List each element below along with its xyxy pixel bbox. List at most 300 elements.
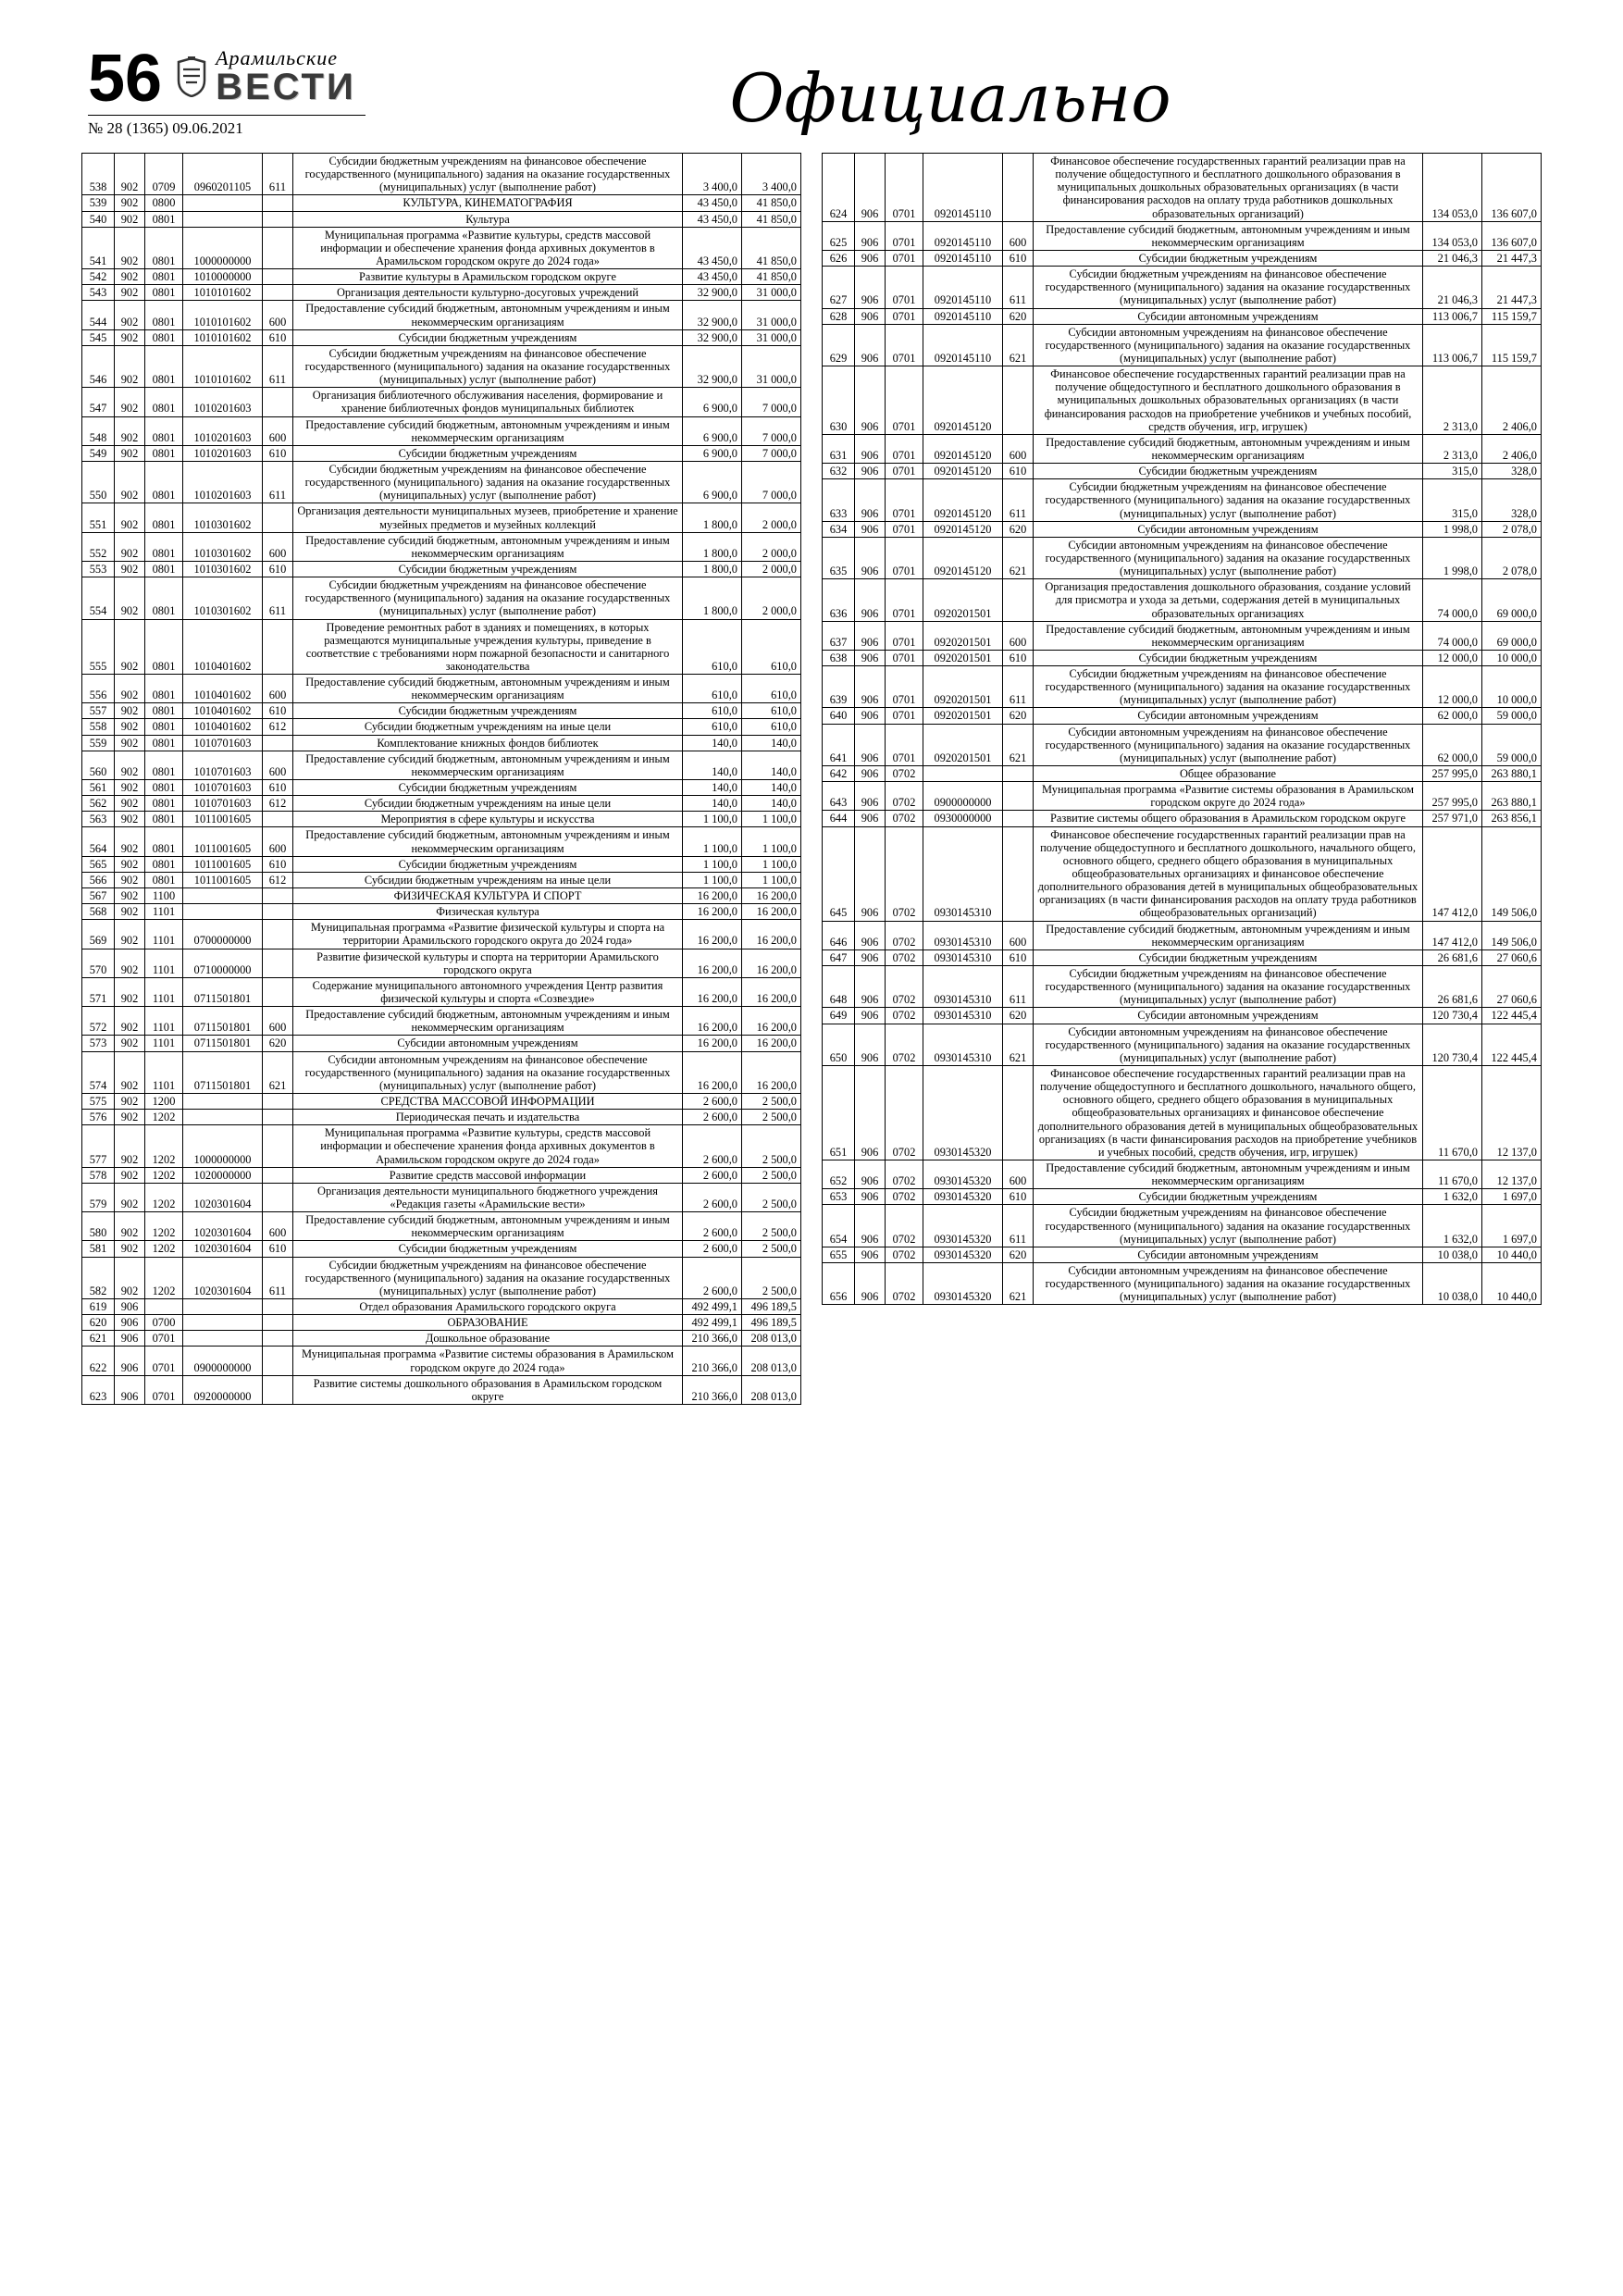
target-article-code: 1010101602	[183, 329, 263, 345]
amount-year1: 10 038,0	[1423, 1262, 1482, 1304]
expense-name: Периодическая печать и издательства	[293, 1110, 683, 1125]
row-number: 656	[823, 1262, 855, 1304]
section-title: Официально	[729, 59, 1171, 137]
budget-table-right-column	[822, 153, 1542, 1305]
table-row	[823, 366, 1542, 435]
row-number: 627	[823, 267, 855, 308]
section-code: 0702	[886, 1205, 923, 1247]
grbs-code: 902	[115, 1007, 145, 1036]
row-number: 571	[82, 977, 115, 1006]
expense-name: Финансовое обеспечение государственных гарантий реализации прав на получение общедоступного и бесплатного дошкольного образования в муниципальных дошкольных образовательных организациях (в части финансирования расходов на приобретение учебников и учебных пособий, средств обучения, игр, игрушек)	[1034, 366, 1423, 435]
expense-type-code	[263, 1167, 293, 1183]
target-article-code: 1010701603	[183, 735, 263, 751]
amount-year2: 2 500,0	[742, 1094, 801, 1110]
target-article-code: 1020301604	[183, 1257, 263, 1298]
amount-year1: 11 670,0	[1423, 1066, 1482, 1160]
table-row	[82, 445, 801, 461]
amount-year1: 6 900,0	[683, 388, 742, 416]
amount-year1: 62 000,0	[1423, 708, 1482, 724]
section-code: 1101	[145, 977, 183, 1006]
expense-name: Предоставление субсидий бюджетным, автономным учреждениям и иным некоммерческим организациям	[1034, 621, 1423, 650]
amount-year2: 263 880,1	[1482, 766, 1542, 782]
amount-year2: 10 000,0	[1482, 666, 1542, 708]
amount-year1: 257 995,0	[1423, 766, 1482, 782]
section-code: 1101	[145, 904, 183, 920]
amount-year2: 208 013,0	[742, 1331, 801, 1347]
row-number: 578	[82, 1167, 115, 1183]
amount-year2: 140,0	[742, 780, 801, 796]
row-number: 633	[823, 479, 855, 521]
amount-year1: 6 900,0	[683, 461, 742, 503]
grbs-code: 902	[115, 561, 145, 577]
table-row	[82, 1241, 801, 1257]
amount-year2: 31 000,0	[742, 285, 801, 301]
expense-type-code: 610	[263, 703, 293, 719]
grbs-code: 902	[115, 301, 145, 329]
section-code: 0801	[145, 719, 183, 735]
grbs-code: 902	[115, 211, 145, 227]
amount-year1: 1 800,0	[683, 577, 742, 619]
expense-type-code: 610	[1003, 250, 1034, 266]
table-row	[82, 888, 801, 904]
expense-type-code: 600	[263, 416, 293, 445]
grbs-code: 902	[115, 812, 145, 827]
row-number: 570	[82, 949, 115, 977]
amount-year2: 10 440,0	[1482, 1247, 1542, 1262]
table-row	[82, 1347, 801, 1375]
target-article-code: 0920201501	[923, 708, 1003, 724]
target-article-code: 0960201105	[183, 154, 263, 195]
section-code: 0701	[886, 621, 923, 650]
row-number: 648	[823, 966, 855, 1008]
amount-year2: 2 500,0	[742, 1183, 801, 1211]
amount-year1: 2 600,0	[683, 1167, 742, 1183]
row-number: 550	[82, 461, 115, 503]
target-article-code: 0920145110	[923, 308, 1003, 324]
section-code: 0801	[145, 735, 183, 751]
target-article-code: 0920145110	[923, 324, 1003, 366]
amount-year1: 1 998,0	[1423, 521, 1482, 537]
table-row	[82, 416, 801, 445]
grbs-code: 906	[855, 666, 886, 708]
expense-name: Субсидии автономным учреждениям	[1034, 1008, 1423, 1024]
amount-year1: 120 730,4	[1423, 1024, 1482, 1065]
target-article-code: 0711501801	[183, 977, 263, 1006]
target-article-code: 1010201603	[183, 388, 263, 416]
expense-type-code	[263, 503, 293, 532]
target-article-code: 1010000000	[183, 269, 263, 285]
amount-year1: 62 000,0	[1423, 724, 1482, 765]
section-code: 0701	[886, 708, 923, 724]
expense-name: Предоставление субсидий бюджетным, автономным учреждениям и иным некоммерческим организациям	[293, 1212, 683, 1241]
expense-type-code: 610	[1003, 650, 1034, 665]
row-number: 579	[82, 1183, 115, 1211]
expense-name: Предоставление субсидий бюджетным, автономным учреждениям и иным некоммерческим организациям	[293, 827, 683, 856]
amount-year1: 10 038,0	[1423, 1247, 1482, 1262]
table-row	[82, 735, 801, 751]
expense-name: Финансовое обеспечение государственных гарантий реализации прав на получение общедоступного и бесплатного дошкольного образования в муниципальных дошкольных образовательных организациях (в части финансирования расходов на оплату труда работников дошкольных образовательных организаций)	[1034, 154, 1423, 222]
table-row	[823, 621, 1542, 650]
table-row	[82, 796, 801, 812]
amount-year2: 149 506,0	[1482, 826, 1542, 921]
amount-year1: 120 730,4	[1423, 1008, 1482, 1024]
table-row	[82, 812, 801, 827]
amount-year1: 113 006,7	[1423, 324, 1482, 366]
amount-year2: 12 137,0	[1482, 1160, 1542, 1188]
section-code: 0702	[886, 1247, 923, 1262]
target-article-code: 1010401602	[183, 675, 263, 703]
amount-year2: 41 850,0	[742, 211, 801, 227]
expense-name: КУЛЬТУРА, КИНЕМАТОГРАФИЯ	[293, 195, 683, 211]
amount-year2: 16 200,0	[742, 977, 801, 1006]
grbs-code: 906	[855, 826, 886, 921]
table-row	[823, 724, 1542, 765]
row-number: 647	[823, 949, 855, 965]
grbs-code: 906	[855, 154, 886, 222]
section-code: 0801	[145, 796, 183, 812]
grbs-code: 906	[855, 949, 886, 965]
expense-name: Субсидии бюджетным учреждениям на финансовое обеспечение государственного (муниципального) задания на оказание государственных (муниципальных) услуг (выполнение работ)	[1034, 966, 1423, 1008]
expense-type-code	[1003, 766, 1034, 782]
expense-name: Субсидии бюджетным учреждениям	[293, 1241, 683, 1257]
expense-name: Субсидии автономным учреждениям на финансовое обеспечение государственного (муниципального) задания на оказание государственных (муниципальных) услуг (выполнение работ)	[1034, 1024, 1423, 1065]
expense-name: Субсидии бюджетным учреждениям	[1034, 250, 1423, 266]
expense-name: Предоставление субсидий бюджетным, автономным учреждениям и иным некоммерческим организациям	[293, 301, 683, 329]
section-code: 0701	[886, 221, 923, 250]
expense-name: Субсидии бюджетным учреждениям на финансовое обеспечение государственного (муниципального) задания на оказание государственных (муниципальных) услуг (выполнение работ)	[293, 154, 683, 195]
expense-type-code: 621	[263, 1051, 293, 1093]
masthead	[0, 0, 1623, 143]
amount-year1: 1 100,0	[683, 872, 742, 887]
table-row	[823, 782, 1542, 811]
expense-type-code: 611	[1003, 1205, 1034, 1247]
expense-name: Субсидии бюджетным учреждениям на финансовое обеспечение государственного (муниципального) задания на оказание государственных (муниципальных) услуг (выполнение работ)	[1034, 1205, 1423, 1247]
expense-name: Субсидии бюджетным учреждениям	[1034, 1189, 1423, 1205]
table-row	[823, 479, 1542, 521]
expense-type-code: 611	[1003, 666, 1034, 708]
target-article-code: 0920145110	[923, 154, 1003, 222]
target-article-code: 1011001605	[183, 872, 263, 887]
section-code: 0702	[886, 782, 923, 811]
amount-year1: 610,0	[683, 703, 742, 719]
target-article-code	[183, 888, 263, 904]
grbs-code: 902	[115, 719, 145, 735]
table-row	[82, 675, 801, 703]
grbs-code: 902	[115, 619, 145, 675]
amount-year2: 1 100,0	[742, 812, 801, 827]
section-code: 1202	[145, 1241, 183, 1257]
expense-name: Субсидии автономным учреждениям на финансовое обеспечение государственного (муниципального) задания на оказание государственных (муниципальных) услуг (выполнение работ)	[1034, 324, 1423, 366]
section-code: 0702	[886, 966, 923, 1008]
target-article-code	[183, 1331, 263, 1347]
expense-name: ОБРАЗОВАНИЕ	[293, 1315, 683, 1331]
target-article-code: 1020000000	[183, 1167, 263, 1183]
grbs-code: 906	[855, 1247, 886, 1262]
amount-year2: 31 000,0	[742, 345, 801, 387]
coat-of-arms-icon	[175, 56, 208, 97]
expense-name: Проведение ремонтных работ в зданиях и помещениях, в которых размещаются муниципальные учреждения культуры, приведение в соответствие с требованиями норм пожарной безопасности и санитарного законодательства	[293, 619, 683, 675]
amount-year2: 10 440,0	[1482, 1262, 1542, 1304]
table-row	[823, 1262, 1542, 1304]
target-article-code: 1010701603	[183, 796, 263, 812]
row-number: 553	[82, 561, 115, 577]
amount-year2: 2 406,0	[1482, 434, 1542, 463]
brand-top-label: Арамильские	[216, 46, 338, 69]
expense-name: Субсидии автономным учреждениям на финансовое обеспечение государственного (муниципального) задания на оказание государственных (муниципальных) услуг (выполнение работ)	[1034, 1262, 1423, 1304]
target-article-code: 1020301604	[183, 1212, 263, 1241]
expense-type-code	[263, 888, 293, 904]
amount-year2: 610,0	[742, 703, 801, 719]
row-number: 649	[823, 1008, 855, 1024]
grbs-code: 902	[115, 503, 145, 532]
expense-type-code: 611	[1003, 966, 1034, 1008]
amount-year1: 74 000,0	[1423, 621, 1482, 650]
expense-name: ФИЗИЧЕСКАЯ КУЛЬТУРА И СПОРТ	[293, 888, 683, 904]
table-row	[82, 1298, 801, 1314]
target-article-code	[183, 195, 263, 211]
amount-year1: 1 632,0	[1423, 1189, 1482, 1205]
target-article-code	[183, 1110, 263, 1125]
table-row	[823, 308, 1542, 324]
row-number: 655	[823, 1247, 855, 1262]
expense-name: Финансовое обеспечение государственных гарантий реализации прав на получение общедоступного и бесплатного дошкольного, начального общего, основного общего, среднего общего образования в муниципальных общеобразовательных организациях и финансовое обеспечение дополнительного образования детей в муниципальных общеобразовательных организациях (в части финансирования расходов на оплату труда работников общеобразовательных организаций)	[1034, 826, 1423, 921]
section-code: 1101	[145, 1051, 183, 1093]
table-row	[82, 269, 801, 285]
table-row	[823, 1066, 1542, 1160]
section-code: 0701	[886, 464, 923, 479]
table-row	[823, 826, 1542, 921]
target-article-code: 0700000000	[183, 920, 263, 949]
row-number: 543	[82, 285, 115, 301]
amount-year1: 16 200,0	[683, 1036, 742, 1051]
expense-name: Предоставление субсидий бюджетным, автономным учреждениям и иным некоммерческим организациям	[1034, 921, 1423, 949]
expense-name: Субсидии бюджетным учреждениям	[293, 561, 683, 577]
grbs-code: 902	[115, 780, 145, 796]
expense-name: Субсидии автономным учреждениям	[1034, 1247, 1423, 1262]
expense-type-code: 611	[1003, 267, 1034, 308]
row-number: 569	[82, 920, 115, 949]
amount-year2: 16 200,0	[742, 949, 801, 977]
amount-year2: 208 013,0	[742, 1375, 801, 1404]
row-number: 630	[823, 366, 855, 435]
target-article-code: 0920145120	[923, 537, 1003, 578]
grbs-code: 902	[115, 329, 145, 345]
target-article-code: 0900000000	[183, 1347, 263, 1375]
expense-type-code: 611	[263, 154, 293, 195]
target-article-code: 1010401602	[183, 719, 263, 735]
amount-year1: 16 200,0	[683, 904, 742, 920]
section-code: 0801	[145, 675, 183, 703]
expense-name: Предоставление субсидий бюджетным, автономным учреждениям и иным некоммерческим организациям	[1034, 1160, 1423, 1188]
row-number: 561	[82, 780, 115, 796]
amount-year1: 16 200,0	[683, 1007, 742, 1036]
amount-year2: 136 607,0	[1482, 221, 1542, 250]
expense-type-code: 600	[1003, 221, 1034, 250]
expense-name: Предоставление субсидий бюджетным, автономным учреждениям и иным некоммерческим организациям	[293, 751, 683, 779]
expense-type-code: 621	[1003, 537, 1034, 578]
expense-type-code: 612	[263, 719, 293, 735]
expense-type-code	[263, 211, 293, 227]
section-code: 0801	[145, 812, 183, 827]
expense-name: Муниципальная программа «Развитие культуры, средств массовой информации и обеспечение хранения фонда архивных документов в Арамильском городском округе до 2024 года»	[293, 1125, 683, 1167]
section-code: 0801	[145, 445, 183, 461]
amount-year1: 26 681,6	[1423, 949, 1482, 965]
amount-year2: 610,0	[742, 719, 801, 735]
grbs-code: 902	[115, 796, 145, 812]
amount-year2: 3 400,0	[742, 154, 801, 195]
row-number: 566	[82, 872, 115, 887]
expense-type-code: 621	[1003, 1262, 1034, 1304]
target-article-code: 0930145310	[923, 966, 1003, 1008]
amount-year2: 16 200,0	[742, 1007, 801, 1036]
amount-year2: 7 000,0	[742, 416, 801, 445]
row-number: 564	[82, 827, 115, 856]
section-code: 0701	[886, 250, 923, 266]
amount-year2: 41 850,0	[742, 227, 801, 268]
row-number: 650	[823, 1024, 855, 1065]
amount-year1: 610,0	[683, 675, 742, 703]
table-row	[823, 921, 1542, 949]
table-row	[82, 719, 801, 735]
expense-name: Организация деятельности муниципального бюджетного учреждения «Редакция газеты «Арамильские вести»	[293, 1183, 683, 1211]
amount-year1: 1 100,0	[683, 812, 742, 827]
brand-text	[216, 48, 356, 105]
expense-type-code: 610	[263, 445, 293, 461]
expense-name: Культура	[293, 211, 683, 227]
target-article-code: 1010101602	[183, 285, 263, 301]
expense-name: Организация предоставления дошкольного образования, создание условий для присмотра и ухода за детьми, содержания детей в муниципальных образовательных организациях	[1034, 579, 1423, 621]
table-row	[82, 195, 801, 211]
amount-year1: 2 600,0	[683, 1094, 742, 1110]
expense-type-code: 600	[263, 675, 293, 703]
grbs-code: 906	[855, 966, 886, 1008]
section-code: 0801	[145, 780, 183, 796]
expense-name: Субсидии автономным учреждениям на финансовое обеспечение государственного (муниципального) задания на оказание государственных (муниципальных) услуг (выполнение работ)	[1034, 537, 1423, 578]
target-article-code: 0930145310	[923, 921, 1003, 949]
target-article-code: 0920145120	[923, 434, 1003, 463]
amount-year1: 43 450,0	[683, 211, 742, 227]
grbs-code: 902	[115, 461, 145, 503]
expense-type-code: 610	[1003, 949, 1034, 965]
expense-name: Предоставление субсидий бюджетным, автономным учреждениям и иным некоммерческим организациям	[293, 675, 683, 703]
expense-type-code: 620	[1003, 1247, 1034, 1262]
expense-type-code	[263, 1347, 293, 1375]
target-article-code: 0710000000	[183, 949, 263, 977]
amount-year2: 69 000,0	[1482, 621, 1542, 650]
target-article-code: 0920201501	[923, 579, 1003, 621]
amount-year1: 12 000,0	[1423, 650, 1482, 665]
amount-year2: 10 000,0	[1482, 650, 1542, 665]
expense-name: Организация библиотечного обслуживания населения, формирование и хранение библиотечных фондов муниципальных библиотек	[293, 388, 683, 416]
table-row	[82, 872, 801, 887]
expense-type-code: 611	[263, 461, 293, 503]
expense-name: Развитие культуры в Арамильском городском округе	[293, 269, 683, 285]
section-code: 0701	[886, 154, 923, 222]
row-number: 641	[823, 724, 855, 765]
expense-name: Субсидии бюджетным учреждениям на финансовое обеспечение государственного (муниципального) задания на оказание государственных (муниципальных) услуг (выполнение работ)	[1034, 666, 1423, 708]
row-number: 623	[82, 1375, 115, 1404]
expense-name: Предоставление субсидий бюджетным, автономным учреждениям и иным некоммерческим организациям	[1034, 221, 1423, 250]
amount-year2: 41 850,0	[742, 269, 801, 285]
table-row	[823, 1160, 1542, 1188]
budget-table-right	[822, 153, 1542, 1305]
row-number: 573	[82, 1036, 115, 1051]
target-article-code: 1010401602	[183, 703, 263, 719]
grbs-code: 906	[855, 782, 886, 811]
target-article-code	[183, 211, 263, 227]
table-row	[82, 503, 801, 532]
target-article-code: 0930145320	[923, 1066, 1003, 1160]
table-row	[82, 1007, 801, 1036]
table-row	[823, 1024, 1542, 1065]
row-number: 539	[82, 195, 115, 211]
target-article-code: 0930145320	[923, 1189, 1003, 1205]
section-code: 0702	[886, 1008, 923, 1024]
expense-name: СРЕДСТВА МАССОВОЙ ИНФОРМАЦИИ	[293, 1094, 683, 1110]
amount-year1: 2 600,0	[683, 1110, 742, 1125]
expense-type-code	[263, 1110, 293, 1125]
table-row	[82, 751, 801, 779]
expense-name: Содержание муниципального автономного учреждения Центр развития физической культуры и спорта «Созвездие»	[293, 977, 683, 1006]
expense-type-code: 610	[1003, 1189, 1034, 1205]
amount-year1: 2 313,0	[1423, 366, 1482, 435]
amount-year2: 263 856,1	[1482, 811, 1542, 826]
section-code: 0701	[886, 324, 923, 366]
expense-type-code: 611	[263, 345, 293, 387]
grbs-code: 902	[115, 1110, 145, 1125]
amount-year1: 16 200,0	[683, 1051, 742, 1093]
target-article-code: 0920201501	[923, 621, 1003, 650]
section-code: 1202	[145, 1167, 183, 1183]
grbs-code: 906	[855, 579, 886, 621]
table-row	[823, 521, 1542, 537]
target-article-code: 0920145110	[923, 250, 1003, 266]
row-number: 546	[82, 345, 115, 387]
expense-name: Субсидии бюджетным учреждениям	[293, 445, 683, 461]
expense-type-code	[263, 949, 293, 977]
grbs-code: 902	[115, 920, 145, 949]
section-code: 1202	[145, 1183, 183, 1211]
expense-name: Предоставление субсидий бюджетным, автономным учреждениям и иным некоммерческим организациям	[293, 1007, 683, 1036]
target-article-code: 1010701603	[183, 780, 263, 796]
section-code: 0701	[886, 479, 923, 521]
amount-year2: 7 000,0	[742, 445, 801, 461]
expense-name: Развитие системы дошкольного образования в Арамильском городском округе	[293, 1375, 683, 1404]
row-number: 549	[82, 445, 115, 461]
section-code: 0701	[886, 434, 923, 463]
grbs-code: 902	[115, 285, 145, 301]
expense-type-code	[263, 735, 293, 751]
table-row	[823, 250, 1542, 266]
target-article-code: 1010301602	[183, 577, 263, 619]
expense-type-code	[263, 619, 293, 675]
grbs-code: 906	[855, 621, 886, 650]
amount-year1: 32 900,0	[683, 345, 742, 387]
row-number: 625	[823, 221, 855, 250]
amount-year1: 74 000,0	[1423, 579, 1482, 621]
table-row	[82, 827, 801, 856]
target-article-code: 0920145120	[923, 464, 1003, 479]
grbs-code: 906	[855, 464, 886, 479]
target-article-code: 1010201603	[183, 461, 263, 503]
grbs-code: 902	[115, 154, 145, 195]
section-code: 0801	[145, 227, 183, 268]
table-row	[82, 1257, 801, 1298]
table-row	[82, 1183, 801, 1211]
amount-year2: 122 445,4	[1482, 1008, 1542, 1024]
section-code: 0801	[145, 285, 183, 301]
section-code: 0801	[145, 388, 183, 416]
